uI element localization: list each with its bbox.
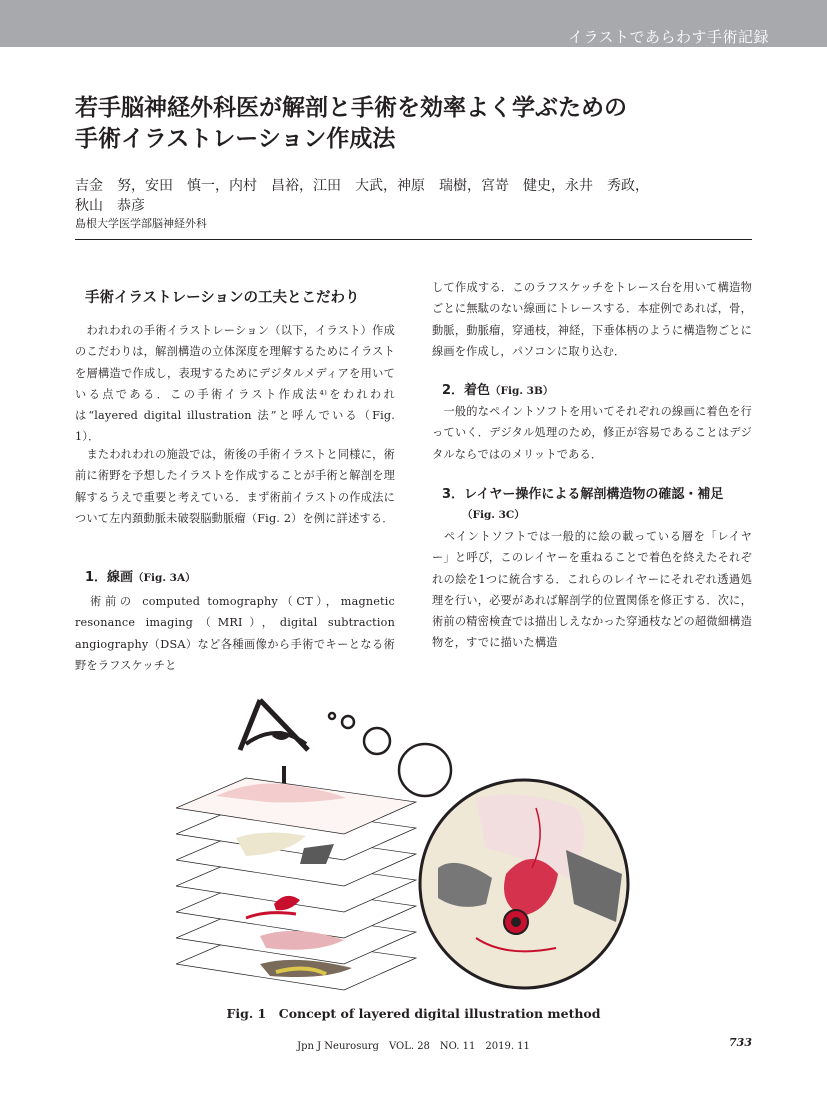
coloring-paragraph: 一般的なペイントソフトを用いてそれぞれの線画に着色を行っていく．デジタル処理のため，修正が容易であることはデジタルならではのメリットである． <box>432 405 752 461</box>
line-drawing-paragraph: 術前の computed tomography（CT），magnetic resonance imaging（MRI），digital subtraction angiography（DSA）など各種画像から手術でキーとなる術野をラフスケッチと <box>75 595 395 672</box>
affiliation: 島根大学医学部脳神経外科 <box>75 217 207 230</box>
preop-paragraph: またわれわれの施設では，術後の手術イラストと同様に，術前に術野を予想したイラストを作成することが手術と解剖を理解するうえで重要と考えている．まず術前イラストの作成法について左内頚動脈未破裂脳動脈瘤（Fig. 2）を例に詳述する． <box>75 448 395 525</box>
figure-ref: （Fig. 3B） <box>490 385 554 397</box>
subsection-title: 3．レイヤー操作による解剖構造物の確認・補足 <box>442 487 724 502</box>
author-list <box>75 176 765 216</box>
surgical-view <box>420 780 628 988</box>
eye-icon <box>240 700 308 750</box>
title-line-2: 手術イラストレーション作成法 <box>75 126 396 152</box>
article-title <box>75 93 755 155</box>
authors-line-1: 吉金 努，安田 慎一，内村 昌裕，江田 大武，神原 瑞樹，宮嵜 健史，永井 秀政， <box>75 178 649 194</box>
figure-caption: Fig. 1 Concept of layered digital illustration method <box>226 1006 601 1021</box>
series-label: イラストであらわす手術記録 <box>567 28 769 46</box>
title-line-1: 若手脳神経外科医が解剖と手術を効率よく学ぶための <box>75 95 627 121</box>
layer-stack <box>176 778 416 990</box>
section-heading: 手術イラストレーションの工夫とこだわり <box>85 290 360 306</box>
figure-ref: （Fig. 3A） <box>133 572 196 584</box>
header-band <box>0 0 827 47</box>
intro-paragraph: われわれの手術イラストレーション（以下，イラスト）作成のこだわりは，解剖構造の立体深度を理解するためにイラストを層構造で作成し，表現するためにデジタルメディアを用いている点である．この手術イラスト作成法⁴⁾をわれわれは“layered digital illustration 法”と呼んでいる（Fig. 1）． <box>75 324 395 444</box>
journal-citation: Jpn J Neurosurg VOL. 28 NO. 11 2019. 11 <box>297 1041 530 1052</box>
trace-paragraph: して作成する．このラフスケッチをトレース台を用いて構造物ごとに無駄のない線画にトレースする．本症例であれば，骨，動脈，動脈瘤，穿通枝，神経，下垂体柄のように構造物ごとに線画を作成し，パソコンに取り込む． <box>432 281 752 358</box>
subsection-title: 1．線画 <box>85 570 134 585</box>
subsection-coloring <box>442 381 772 401</box>
thought-bubbles <box>329 713 451 796</box>
header-divider <box>75 239 752 240</box>
subsection-title: 2．着色 <box>442 383 491 398</box>
subsection-line-drawing <box>85 568 415 588</box>
layered-illustration <box>176 678 651 1003</box>
figure-1 <box>176 678 651 1003</box>
authors-line-2: 秋山 恭彦 <box>75 198 145 214</box>
layers-paragraph: ペイントソフトでは一般的に絵の載っている層を「レイヤー」と呼び，このレイヤーを重ねることで着色を終えたそれぞれの絵を1つに統合する．これらのレイヤーにそれぞれ透過処理を行い，必要があれば解剖学的位置関係を修正する．次に，術前の精密検査では描出しえなかった穿通枝などの超微細構造物を，すでに描いた構造 <box>432 530 752 650</box>
figure-ref: （Fig. 3C） <box>462 509 525 521</box>
page-number: 733 <box>729 1036 752 1049</box>
subsection-layers <box>442 485 772 525</box>
